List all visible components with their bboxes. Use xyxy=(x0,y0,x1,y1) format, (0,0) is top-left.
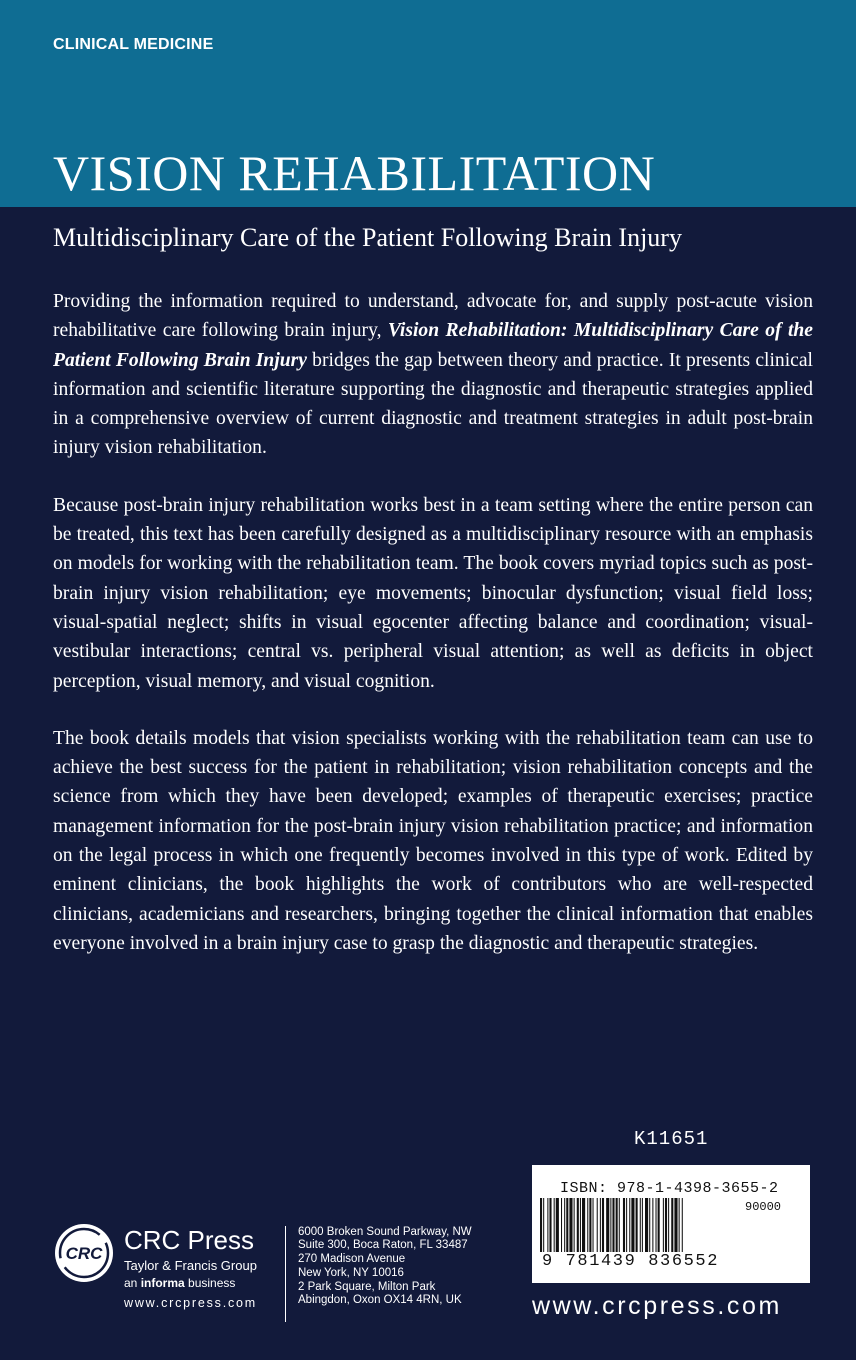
crc-logo xyxy=(54,1223,114,1283)
book-title: VISION REHABILITATION xyxy=(53,145,656,201)
description xyxy=(53,287,813,986)
logo-text: CRC xyxy=(65,1244,103,1263)
price-code: 90000 xyxy=(745,1200,782,1214)
publisher-addresses xyxy=(298,1226,472,1308)
address-boca-raton: 6000 Broken Sound Parkway, NW Suite 300, Boca Raton, FL 33487 xyxy=(298,1226,472,1252)
book-subtitle: Multidisciplinary Care of the Patient Following Brain Injury xyxy=(53,223,682,252)
inline-book-title: Vision Rehabilitation: Multidisciplinary Care of the Patient Following Brain Injury xyxy=(53,320,814,371)
category-label: CLINICAL MEDICINE xyxy=(53,36,214,53)
footer-divider xyxy=(285,1226,286,1322)
ean-digits: 9 781439 836552 xyxy=(542,1252,720,1271)
publisher-group: Taylor & Francis Group xyxy=(124,1258,257,1273)
publisher-name: CRC Press xyxy=(124,1225,255,1255)
website-url[interactable]: www.crcpress.com xyxy=(532,1292,782,1320)
informa-business: an informa business xyxy=(124,1276,236,1290)
isbn-text: ISBN: 978-1-4398-3655-2 xyxy=(560,1180,779,1197)
address-new-york: 270 Madison Avenue New York, NY 10016 xyxy=(298,1253,406,1279)
description-paragraph-2: Because post-brain injury rehabilitation works best in a team setting where the entire person can be treated, this text has been carefully designed as a multidisciplinary resource with an emphasis on models for working with the rehabilitation team. The book covers myriad topics such as post-brain injury vision rehabilitation; eye movements; binocular dysfunction; visual field loss; visual-spatial neglect; shifts in visual egocenter affecting balance and coordination; visual-vestibular interactions; central vs. peripheral visual attention; as well as deficits in object perception, visual memory, and visual cognition. xyxy=(53,494,813,692)
address-abingdon: 2 Park Square, Milton Park Abingdon, Oxon OX14 4RN, UK xyxy=(298,1280,462,1307)
description-paragraph-3: The book details models that vision specialists working with the rehabilitation team can use to achieve the best success for the patient in rehabilitation; vision rehabilitation concepts and the science from which they have been developed; examples of therapeutic exercises; practice management information for the post-brain injury vision rehabilitation practice; and information on the legal process in which one frequently becomes involved in this type of work. Edited by eminent clinicians, the book highlights the work of contributors who are well-respected clinicians, academicians and researchers, bringing together the clinical information that enables everyone involved in a brain injury case to grasp the diagnostic and therapeutic strategies. xyxy=(53,727,813,954)
publisher-url[interactable]: www.crcpress.com xyxy=(124,1296,257,1310)
description-paragraph-1: Providing the information required to understand, advocate for, and supply post-acute vision rehabilitative care following brain injury, Vision Rehabilitation: Multidisciplinary Care of the Patient Following Brain Injury bridges the gap between theory and practice. It presents clinical information and scientific literature supporting the diagnostic and therapeutic strategies applied in a comprehensive overview of current diagnostic and treatment strategies in adult post-brain injury vision rehabilitation. xyxy=(53,291,814,459)
product-code: K11651 xyxy=(634,1128,709,1150)
